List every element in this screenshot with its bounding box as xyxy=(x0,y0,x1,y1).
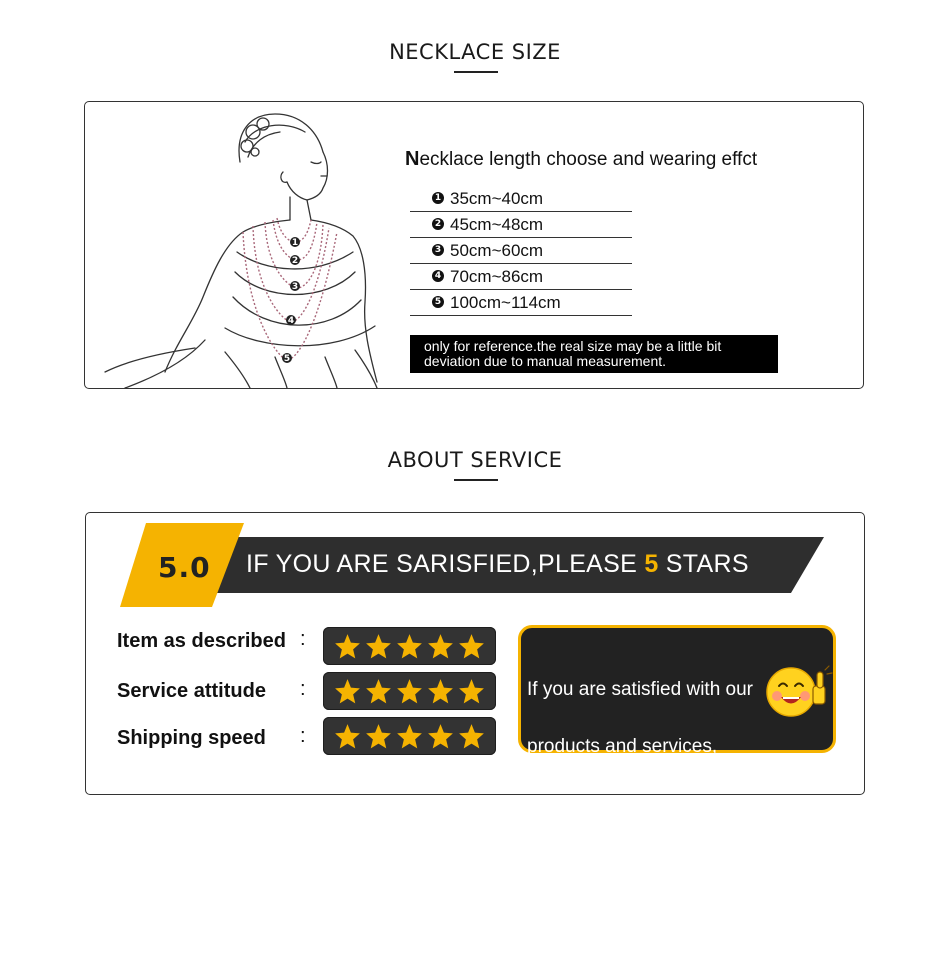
message-line-3: please remember xyxy=(527,793,675,814)
svg-text:3: 3 xyxy=(291,282,299,292)
heading-rest: ecklace length choose and wearing effct xyxy=(419,149,758,170)
banner-text-pre: IF YOU ARE SARISFIED,PLEASE xyxy=(246,550,645,578)
svg-text:5: 5 xyxy=(283,354,291,364)
size-row-3 xyxy=(410,238,632,264)
star-icon xyxy=(427,678,454,705)
size-label-4: 70cm~86cm xyxy=(450,266,544,286)
banner-text-highlight: 5 xyxy=(644,550,659,578)
star-icon xyxy=(427,633,454,660)
message-line-2: products and services, xyxy=(527,736,718,757)
size-row-1 xyxy=(410,186,632,212)
size-row-2 xyxy=(410,212,632,238)
star-rating-service[interactable] xyxy=(323,672,496,710)
score-value: 5.0 xyxy=(158,551,211,584)
message-line-4: to play 5 points xyxy=(527,850,655,871)
banner-text xyxy=(246,550,749,579)
rating-colon: : xyxy=(300,678,306,700)
rating-label-service: Service attitude xyxy=(117,680,266,702)
message-line-5: as an encouragement to us. xyxy=(527,907,763,928)
star-icon xyxy=(365,633,392,660)
banner-text-post: STARS xyxy=(658,550,749,578)
size-number-5: 5 xyxy=(432,296,444,308)
star-icon xyxy=(458,723,485,750)
svg-text:2: 2 xyxy=(291,256,299,266)
encouragement-message xyxy=(518,625,836,928)
service-section-title: ABOUT SERVICE xyxy=(387,448,563,472)
star-icon xyxy=(396,633,423,660)
star-icon xyxy=(458,678,485,705)
message-text xyxy=(527,642,763,965)
size-number-1: 1 xyxy=(432,192,444,204)
size-list xyxy=(410,186,632,316)
star-icon xyxy=(365,678,392,705)
star-rating-item[interactable] xyxy=(323,627,496,665)
note-line-2: deviation due to manual measurement. xyxy=(424,353,667,369)
size-number-4: 4 xyxy=(432,270,444,282)
necklace-heading xyxy=(405,148,757,171)
message-line-1: If you are satisfied with our xyxy=(527,679,753,700)
star-icon xyxy=(334,678,361,705)
star-icon xyxy=(396,678,423,705)
star-icon xyxy=(334,633,361,660)
svg-text:1: 1 xyxy=(291,238,299,248)
necklace-size-panel xyxy=(84,101,864,389)
woman-necklace-illustration xyxy=(85,102,385,388)
size-row-5 xyxy=(410,290,632,316)
smiley-thumbs-up-icon xyxy=(763,662,833,722)
rating-label-item: Item as described xyxy=(117,630,286,652)
rating-colon: : xyxy=(300,628,306,650)
size-number-3: 3 xyxy=(432,244,444,256)
star-rating-shipping[interactable] xyxy=(323,717,496,755)
rating-colon: : xyxy=(300,725,306,747)
star-icon xyxy=(427,723,454,750)
size-row-4 xyxy=(410,264,632,290)
size-label-5: 100cm~114cm xyxy=(450,292,561,312)
star-icon xyxy=(365,723,392,750)
size-label-3: 50cm~60cm xyxy=(450,240,544,260)
star-icon xyxy=(458,633,485,660)
title-underline xyxy=(454,479,498,481)
size-label-2: 45cm~48cm xyxy=(450,214,544,234)
size-number-2: 2 xyxy=(432,218,444,230)
size-label-1: 35cm~40cm xyxy=(450,188,544,208)
star-icon xyxy=(396,723,423,750)
star-icon xyxy=(334,723,361,750)
title-underline xyxy=(454,71,498,73)
necklace-section-title: NECKLACE SIZE xyxy=(389,40,561,64)
service-panel xyxy=(85,512,865,928)
svg-text:4: 4 xyxy=(287,316,295,326)
reference-note xyxy=(410,335,778,373)
note-line-1: only for reference.the real size may be a little bit xyxy=(424,338,722,354)
rating-label-shipping: Shipping speed xyxy=(117,727,266,749)
heading-first-letter: N xyxy=(405,148,420,170)
